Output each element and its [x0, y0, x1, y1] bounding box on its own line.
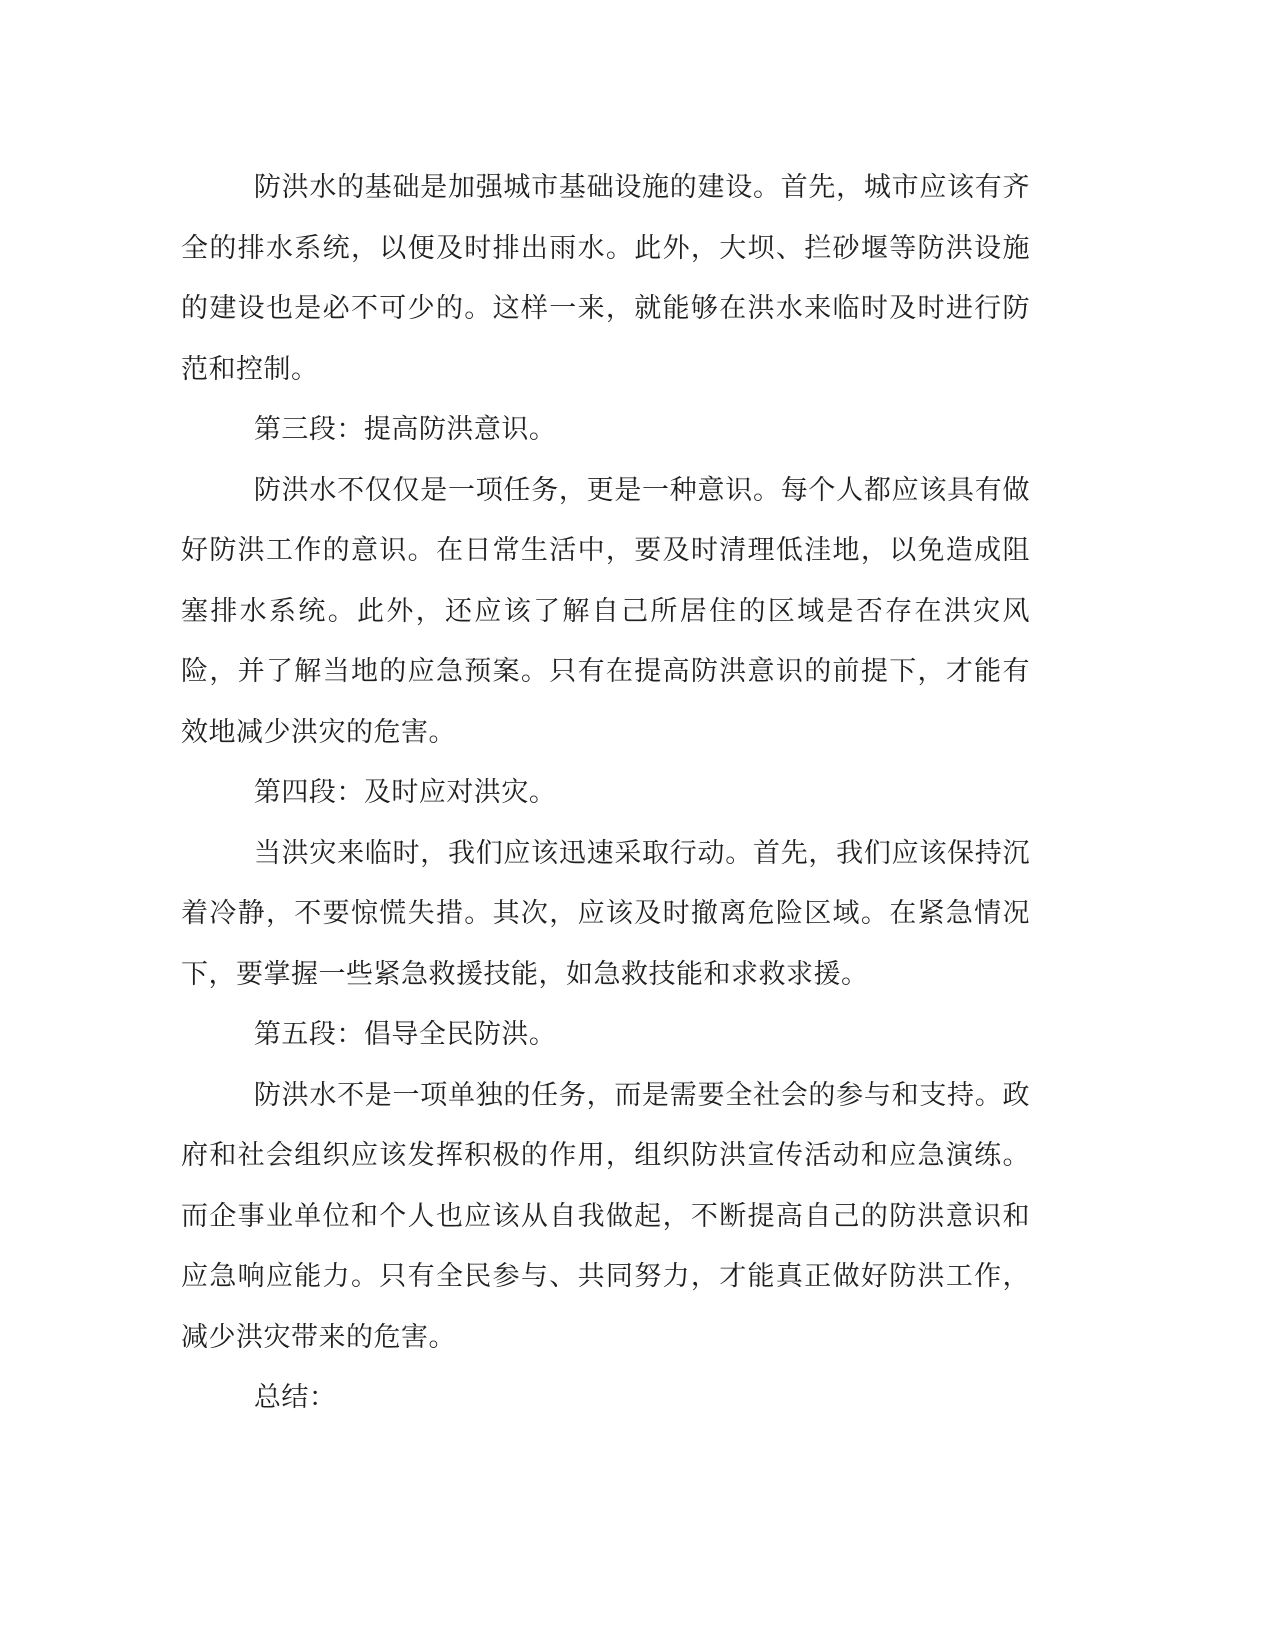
- paragraph-infrastructure: 防洪水的基础是加强城市基础设施的建设。首先，城市应该有齐全的排水系统，以便及时排出雨水。此外，大坝、拦砂堰等防洪设施的建设也是必不可少的。这样一来，就能够在洪水来临时及时进行防范和控制。: [181, 172, 1030, 385]
- paragraph-public-participation: 防洪水不是一项单独的任务，而是需要全社会的参与和支持。政府和社会组织应该发挥积极的作用，组织防洪宣传活动和应急演练。而企事业单位和个人也应该从自我做起，不断提高自己的防洪意识和应急响应能力。只有全民参与、共同努力，才能真正做好防洪工作，减少洪灾带来的危害。: [181, 1079, 1030, 1353]
- section-heading-three: 第三段：提高防洪意识。: [253, 414, 557, 445]
- section-heading-four: 第四段：及时应对洪灾。: [253, 777, 557, 808]
- summary-heading: 总结：: [253, 1382, 337, 1413]
- section-heading-five: 第五段：倡导全民防洪。: [253, 1019, 557, 1050]
- paragraph-response: 当洪灾来临时，我们应该迅速采取行动。首先，我们应该保持沉着冷静，不要惊慌失措。其次，应该及时撤离危险区域。在紧急情况下，要掌握一些紧急救援技能，如急救技能和求救求援。: [181, 837, 1030, 990]
- paragraph-awareness: 防洪水不仅仅是一项任务，更是一种意识。每个人都应该具有做好防洪工作的意识。在日常生活中，要及时清理低洼地，以免造成阻塞排水系统。此外，还应该了解自己所居住的区域是否存在洪灾风险，并了解当地的应急预案。只有在提高防洪意识的前提下，才能有效地减少洪灾的危害。: [181, 474, 1030, 748]
- document-body: [181, 158, 1030, 1429]
